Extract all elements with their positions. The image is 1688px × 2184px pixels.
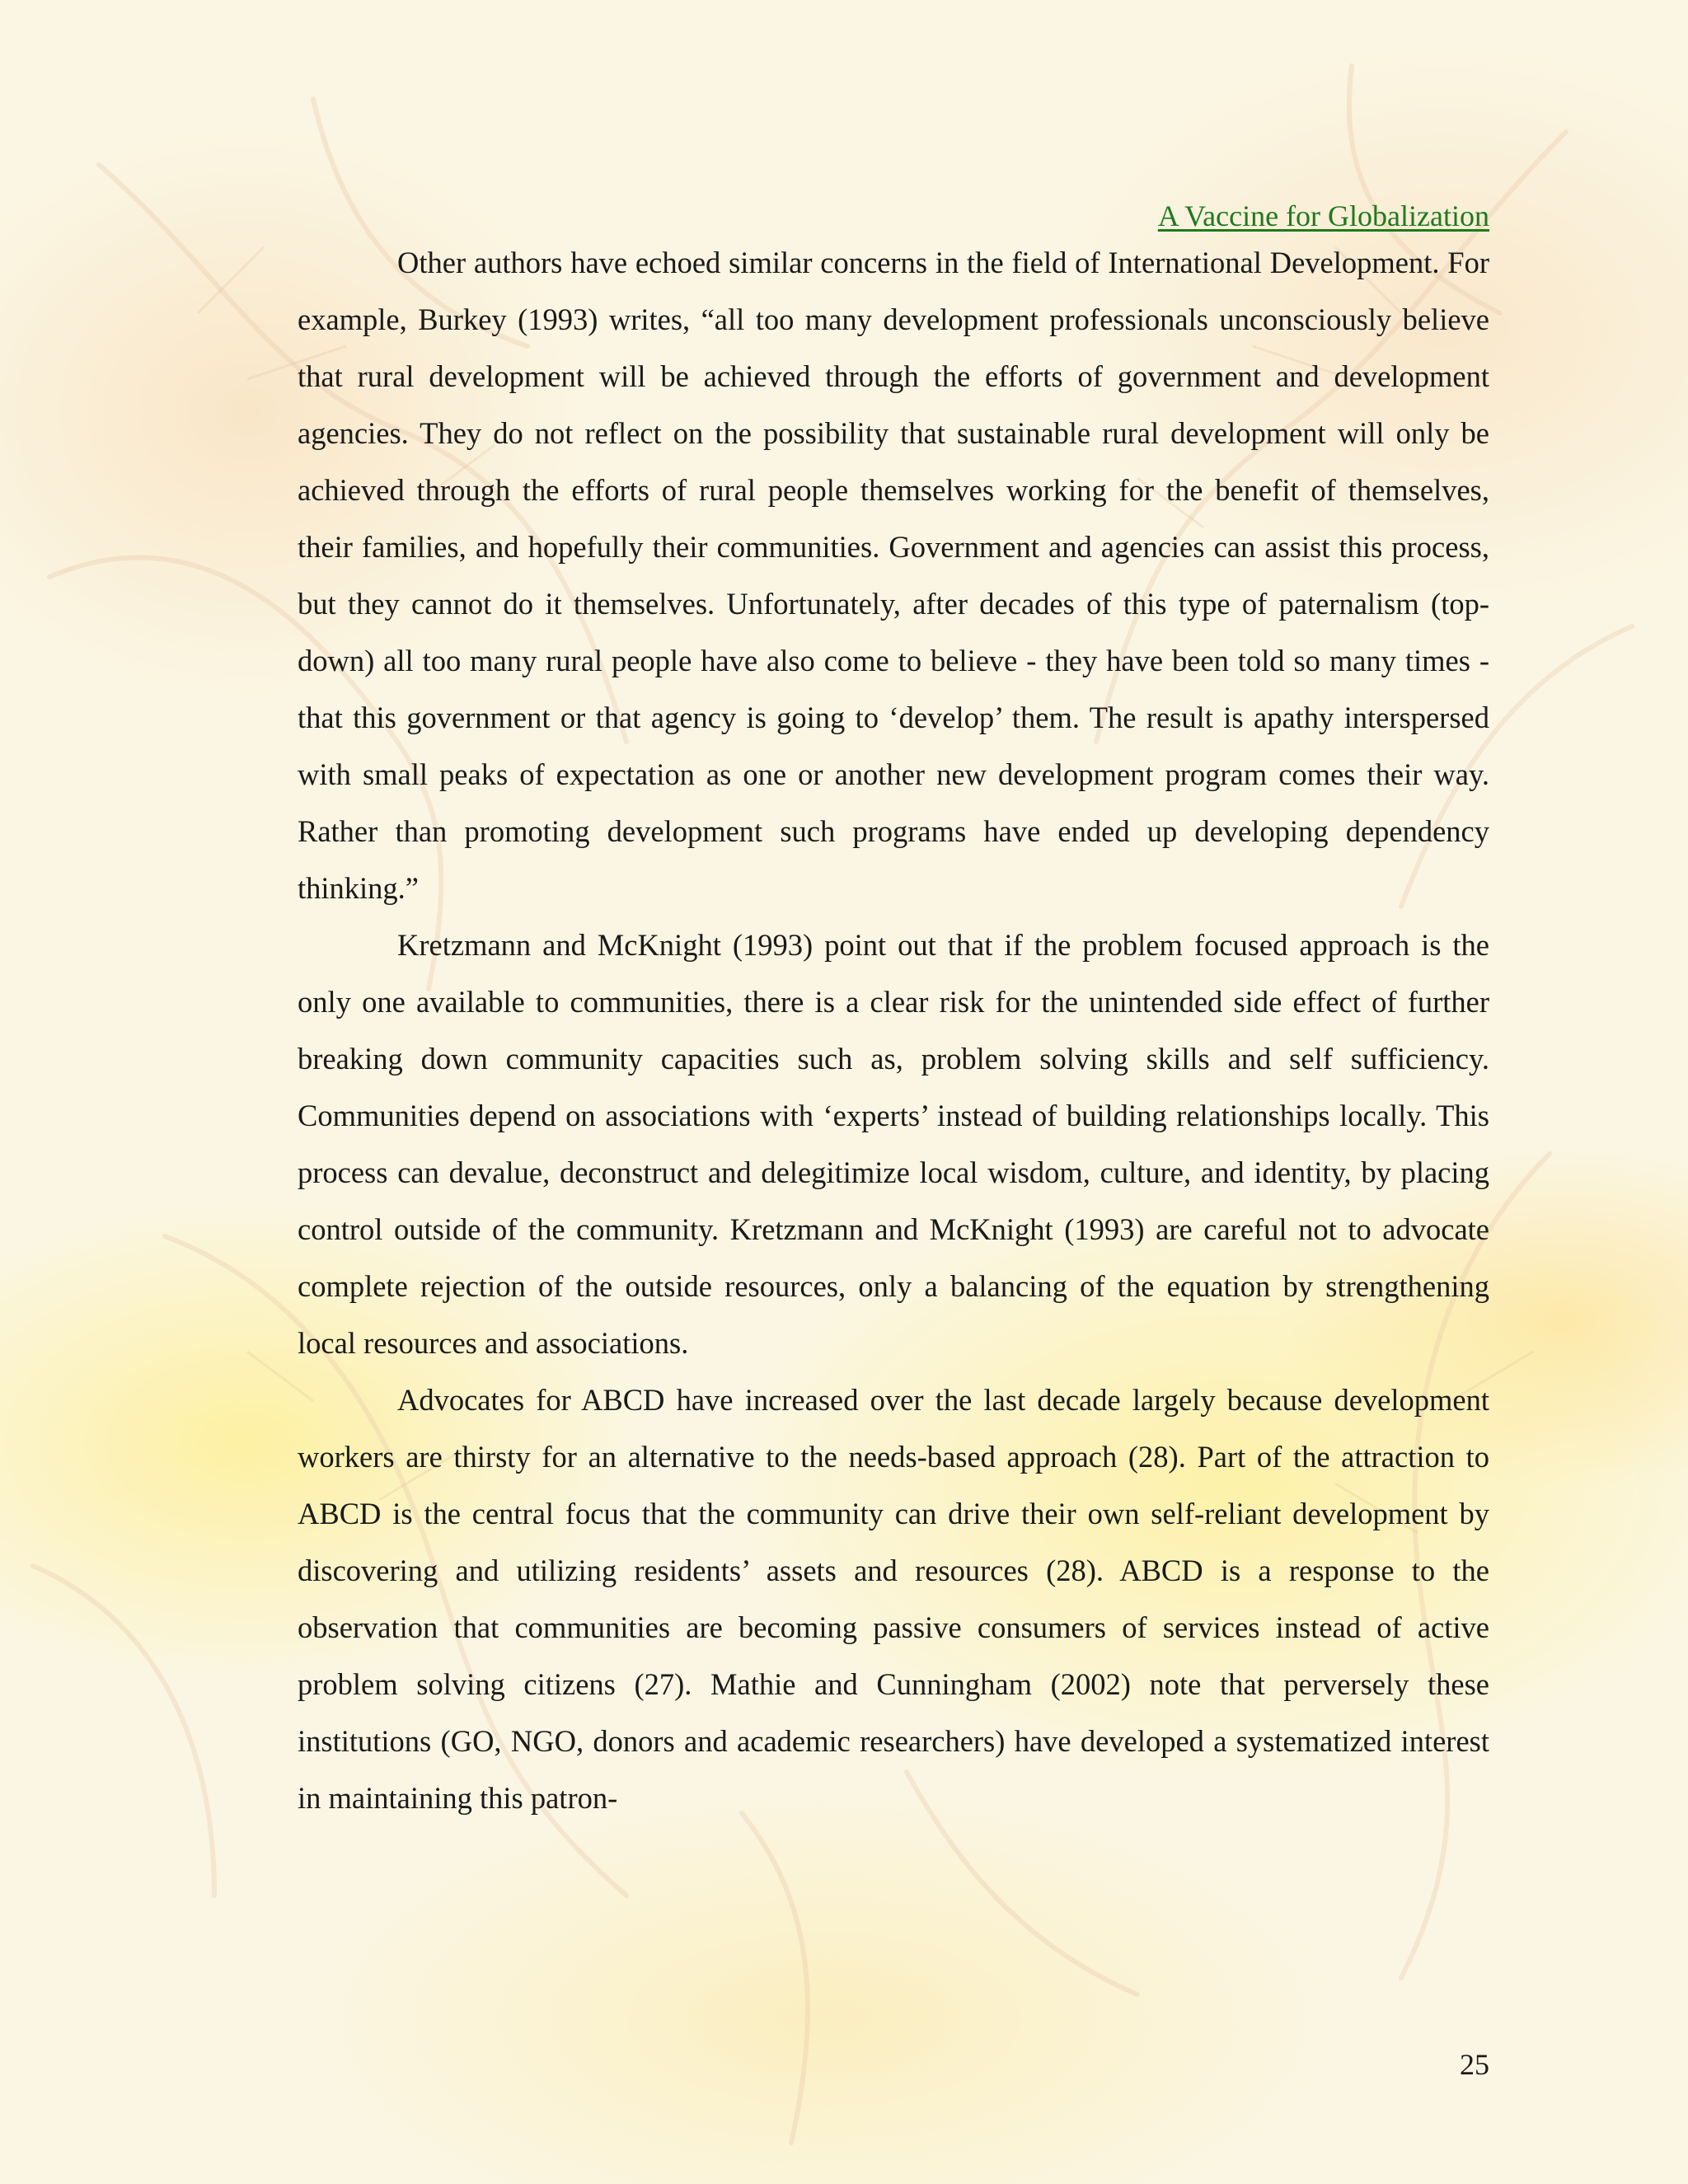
document-page: [298, 198, 1489, 1826]
page-number: 25: [1460, 2048, 1489, 2081]
running-header-title: A Vaccine for Globalization: [1157, 199, 1489, 232]
body-paragraph-2: Kretzmann and McKnight (1993) point out that if the problem focused approach is the only one available to communities, there is a clear risk for the unintended side effect of further breaking down community capacities such as, problem solving skills and self sufficiency. Communities depend on associations with ‘experts’ instead of building relationships locally. This process can devalue, deconstruct and delegitimize local wisdom, culture, and identity, by placing control outside of the community. Kretzmann and McKnight (1993) are careful not to advocate complete rejection of the outside resources, only a balancing of the equation by strengthening local resources and associations.: [298, 928, 1489, 1360]
body-paragraph-3: Advocates for ABCD have increased over the last decade largely because development workers are thirsty for an alternative to the needs-based approach (28). Part of the attraction to ABCD is the central focus that the community can drive their own self-reliant development by discovering and utilizing residents’ assets and resources (28). ABCD is a response to the observation that communities are becoming passive consumers of services instead of active problem solving citizens (27). Mathie and Cunningham (2002) note that perversely these institutions (GO, NGO, donors and academic researchers) have developed a systematized interest in maintaining this patron-: [298, 1383, 1489, 1815]
body-paragraph-1: Other authors have echoed similar concerns in the field of International Development. For example, Burkey (1993) writes, “all too many development professionals unconsciously believe that rural development will be achieved through the efforts of government and development agencies. They do not reflect on the possibility that sustainable rural development will only be achieved through the efforts of rural people themselves working for the benefit of themselves, their families, and hopefully their communities. Government and agencies can assist this process, but they cannot do it themselves. Unfortunately, after decades of this type of paternalism (top-down) all too many rural people have also come to believe - they have been told so many times - that this government or that agency is going to ‘develop’ them. The result is apathy interspersed with small peaks of expectation as one or another new development program comes their way. Rather than promoting development such programs have ended up developing dependency thinking.”: [298, 246, 1489, 905]
